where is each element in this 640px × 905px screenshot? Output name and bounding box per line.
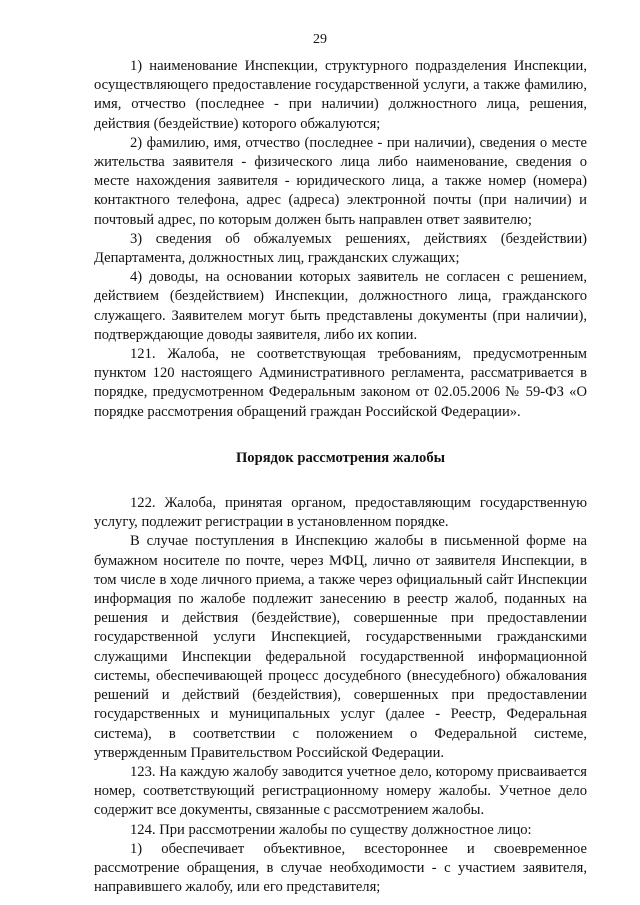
paragraph-121: 121. Жалоба, не соответствующая требованиям, предусмотренным пунктом 120 настоящего Административного регламента, рассматривается в порядке, предусмотренном Федеральным законом от 02.05.2006 № 59-ФЗ «О порядке рассмотрения обращений граждан Российской Федерации». (94, 346, 587, 420)
paragraph-item-1: 1) наименование Инспекции, структурного подразделения Инспекции, осуществляющего предоставление государственной услуги, а также фамилию, имя, отчество (последнее - при наличии) должностного лица, решения, действия (бездействие) которого обжалуются; (94, 58, 587, 132)
section-heading: Порядок рассмотрения жалобы (235, 449, 446, 466)
paragraph-124-item-1: 1) обеспечивает объективное, всестороннее и своевременное рассмотрение обращения, в случае необходимости - с участием заявителя, направившего жалобу, или его представителя; (94, 840, 587, 896)
paragraph-123: 123. На каждую жалобу заводится учетное дело, которому присваивается номер, соответствующий регистрационному номеру жалобы. Учетное дело содержит все документы, связанные с рассмотрением жалобы. (94, 763, 587, 819)
paragraph-item-3: 3) сведения об обжалуемых решениях, действиях (бездействии) Департамента, должностных лиц, гражданских служащих; (94, 230, 587, 267)
paragraph-item-2: 2) фамилию, имя, отчество (последнее - при наличии), сведения о месте жительства заявителя - физического лица либо наименование, сведения о месте нахождения заявителя - юридического лица, а также номер (номера) контактного телефона, адрес (адреса) электронной почты (при наличии) и почтовый адрес, по которым должен быть направлен ответ заявителю; (94, 134, 587, 228)
paragraph-124: 124. При рассмотрении жалобы по существу должностное лицо: (130, 821, 532, 838)
paragraph-122: 122. Жалоба, принятая органом, предоставляющим государственную услугу, подлежит регистрации в установленном порядке. (94, 495, 587, 531)
page-number: 29 (313, 32, 327, 47)
paragraph-registry: В случае поступления в Инспекцию жалобы в письменной форме на бумажном носителе по почте, через МФЦ, лично от заявителя Инспекции, в том числе в ходе личного приема, а также через официальный сайт Инспекции информация по жалобе подлежит занесению в реестр жалоб, поданных на решения и действия (бездействие), совершенные при предоставлении государственной услуги Инспекцией, государственными гражданскими служащими Инспекции федеральной государственной информационной системы, обеспечивающей процесс досудебного (внесудебного) обжалования решений и действий (бездействия), совершенных при предоставлении государственных и муниципальных услуг (далее - Реестр, Федеральная система), в соответствии с положением о Федеральной системе, утвержденным Правительством Российской Федерации. (94, 533, 587, 761)
paragraph-item-4: 4) доводы, на основании которых заявитель не согласен с решением, действием (бездействием) Инспекции, должностного лица, гражданского служащего. Заявителем могут быть представлены документы (при наличии), подтверждающие доводы заявителя, либо их копии. (94, 269, 587, 343)
document-body (94, 57, 587, 897)
